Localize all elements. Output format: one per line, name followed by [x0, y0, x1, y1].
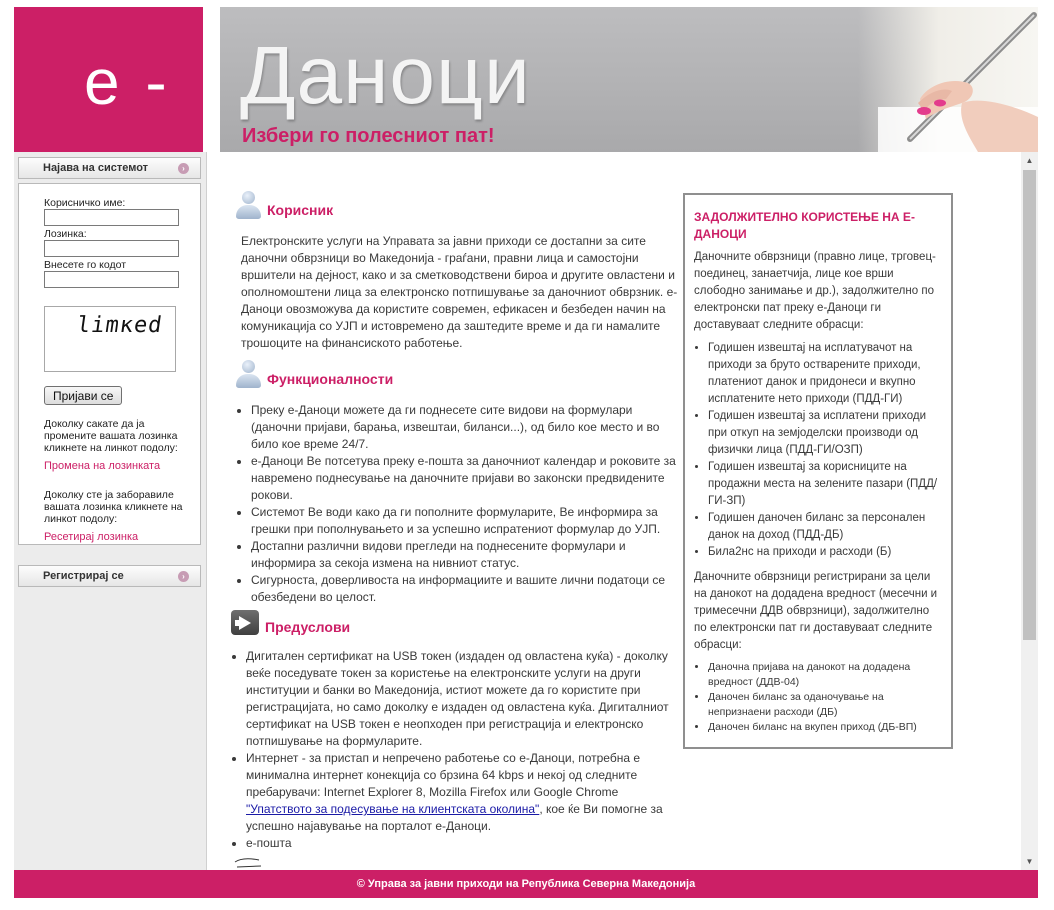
- register-panel-title: Регистрирај се: [43, 570, 124, 582]
- forgot-password-note: Доколку сте ја заборавиле вашата лозинка кликнете на линкот подолу:: [44, 489, 183, 525]
- banner-title: Даноци: [240, 30, 531, 121]
- mandatory-intro: Даночните обврзници (правно лице, трговец-поединец, занаетчија, лице кое врши слободно занимање и др.), задолжително по електронски пат преку е-Даноци ги доставуваат следните обрасци:: [694, 251, 936, 331]
- list-item: • Достапни различни видови прегледи на поднесените формулари и информира за секоја измена на нивниот статус.: [251, 538, 677, 572]
- features-list: [237, 402, 677, 606]
- prereq-list: [232, 648, 682, 852]
- change-password-note: Доколку сакате да ја промените вашата лозинка кликнете на линкот подолу:: [44, 418, 178, 454]
- section-user-title: Корисник: [267, 202, 334, 218]
- list-item: [246, 750, 682, 835]
- username-label: Корисничко име:: [44, 197, 126, 209]
- vat-intro: Даночните обврзници регистрирани за цели на данокот на додадена вредност (месечни и тримесечни ДДВ обврзници), задолжително по електронски пат ги доставуваат следните обрасци:: [694, 571, 938, 651]
- internet-text: Интернет - за пристап и непречено работење со е-Даноци, потребна е минимална интернет конекција со брзина 64 kbps и некој од следните пребарувачи: Internet Explorer 8, Mozilla Firefox или Google Chrome: [246, 751, 641, 799]
- list-item: • Годишен извештај за корисниците на продажни места на зелените пазари (ПДД/ГИ-ЗП): [708, 459, 941, 510]
- captcha-image: [44, 306, 176, 372]
- list-item: • Била2нс на приходи и расходи (Б): [708, 544, 941, 561]
- list-item: • Дигитален сертификат на USB токен (издаден од овластена куќа) - доколку веќе поседувате токен за користење на електронските услуги на други институции и банки во Македонија, истиот можете да го користите при регистрацијата, но само доколку е издаден од овластена куќа. Дигиталниот сертификат на USB токен е неопходен при регистрација и електронско потпишување на формуларите.: [246, 648, 682, 750]
- footer: © Управа за јавни приходи на Република Северна Македонија: [14, 870, 1038, 898]
- scrollbar[interactable]: [1021, 152, 1038, 870]
- arrow-right-icon: [231, 610, 259, 635]
- list-item: • е-пошта: [246, 835, 682, 852]
- banner-tagline: Избери го полесниот пат!: [242, 125, 495, 147]
- user-icon: [235, 359, 261, 389]
- register-panel-header[interactable]: [18, 565, 201, 587]
- vat-list: [694, 660, 941, 735]
- collapse-icon[interactable]: ›: [178, 163, 189, 174]
- mandatory-list: [694, 340, 941, 561]
- section-features-header: [235, 359, 393, 389]
- setup-guide-link[interactable]: "Упатството за подесување на клиентската околина": [246, 802, 540, 816]
- list-item: • Даночна пријава на данокот на додадена вредност (ДДВ-04): [708, 660, 941, 690]
- list-item: • Сигурноста, доверливоста на информациите и вашите лични податоци се обезбедени во целост.: [251, 572, 677, 606]
- scribble-icon: [233, 856, 263, 870]
- left-sidebar: [14, 152, 207, 870]
- section-features-title: Функционалности: [267, 371, 394, 387]
- mandatory-title: ЗАДОЛЖИТЕЛНО КОРИСТЕЊЕ НА Е-ДАНОЦИ: [694, 210, 915, 241]
- list-item: • Годишен даночен биланс за персонален данок на доход (ПДД-ДБ): [708, 510, 941, 544]
- list-item: • Системот Ве води како да ги пополните формуларите, Ве информира за грешки при пополнувањето и за успешно испратениот формулар до УЈП.: [251, 504, 677, 538]
- password-input[interactable]: [44, 240, 179, 257]
- section-prereq-header: [231, 610, 350, 635]
- expand-icon[interactable]: ›: [178, 571, 189, 582]
- mandatory-usage-box: [683, 193, 953, 749]
- login-button[interactable]: Пријави се: [44, 386, 122, 405]
- logo-text: e -: [84, 46, 171, 118]
- pen-hand-icon: [858, 7, 1038, 152]
- scroll-down-icon[interactable]: ▼: [1025, 857, 1034, 866]
- scrollbar-thumb[interactable]: [1023, 170, 1036, 640]
- list-item: • Преку е-Даноци можете да ги поднесете сите видови на формулари (даночни пријави, барања, извештаи, биланси...), од било кое место и во било кое време 24/7.: [251, 402, 677, 453]
- list-item: • Даночен биланс за оданочување на непризнаени расходи (ДБ): [708, 690, 941, 720]
- scroll-up-icon[interactable]: ▲: [1025, 156, 1034, 165]
- list-item: • Годишен извештај на исплатувачот на приходи за бруто остварените приходи, платениот данок и придонеси и вкупно исплатените нето приходи (ПДД-ГИ): [708, 340, 941, 408]
- logo: [14, 7, 203, 152]
- login-form: [18, 183, 201, 545]
- login-panel-header[interactable]: [18, 157, 201, 179]
- login-panel-title: Најава на системот: [43, 162, 149, 174]
- code-label: Внесете го кодот: [44, 259, 127, 271]
- captcha-text: limκed: [75, 313, 165, 338]
- password-label: Лозинка:: [44, 228, 87, 240]
- main-content: [207, 152, 1021, 870]
- user-icon: [235, 190, 261, 220]
- list-item: • Годишен извештај за исплатени приходи при откуп на земјоделски производи од физички лица (ПДД-ГИ/ОЗП): [708, 408, 941, 459]
- banner: [220, 7, 1038, 152]
- internet-text-after: , кое ќе Ви помогне за успешно најавување на порталот е-Даноци.: [246, 802, 663, 833]
- change-password-link[interactable]: Промена на лозинката: [44, 460, 161, 472]
- reset-password-link[interactable]: Ресетирај лозинка: [44, 531, 139, 543]
- list-item: • е-Даноци Ве потсетува преку е-пошта за даночниот календар и роковите за навремено поднесување на даночните пријави во законски предвидените рокови.: [251, 453, 677, 504]
- username-input[interactable]: [44, 209, 179, 226]
- list-item: • Даночен биланс на вкупен приход (ДБ-ВП): [708, 720, 941, 735]
- captcha-input[interactable]: [44, 271, 179, 288]
- section-prereq-title: Предуслови: [265, 619, 351, 635]
- section-user-header: [235, 190, 333, 220]
- section-user-body: Електронските услуги на Управата за јавни приходи се достапни за сите даночни обврзници во Македонија - граѓани, правни лица и самостојни вршители на дејност, како и за сметководствени бироа и другите овластени и ополномоштени лица за електронско потпишување за даночниот обврзник. е-Даноци овозможува да користите современ, ефикасен и безбеден начин на комуникација со УЈП и истовремено да заштедите време и да ги намалите трошоците на финансиското работење.: [241, 234, 678, 350]
